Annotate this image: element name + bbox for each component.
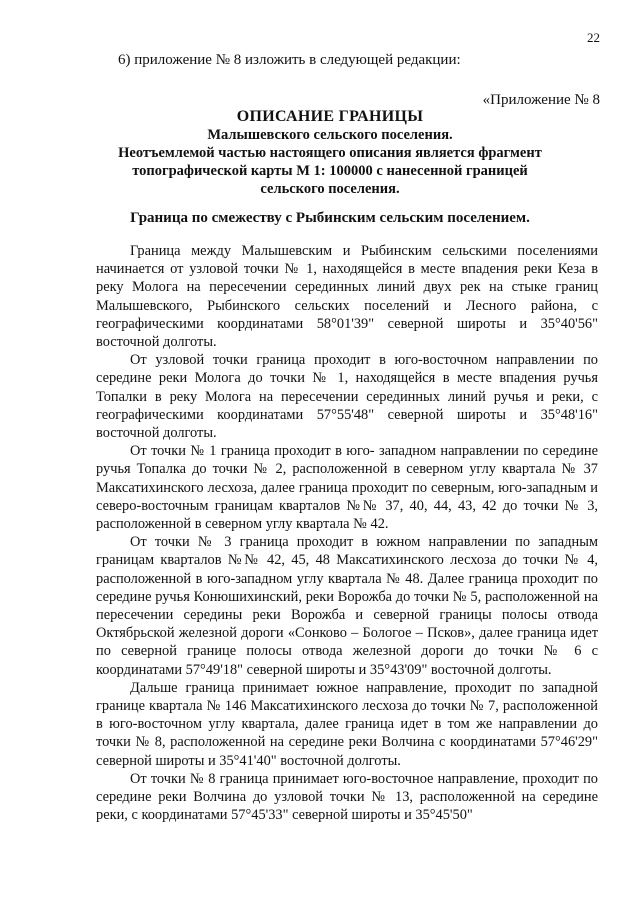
heading-line-2: Малышевского сельского поселения. <box>207 127 453 143</box>
paragraph-1: Граница между Малышевским и Рыбинским сельскими поселениями начинается от узловой точки № 1, находящейся в месте впадения реки Кеза в реку Молога на пересечении серединных линий двух рек на стыке границ Малышевского, Рыбинского сельских поселений и Лесного района, с географическими координатами 58°01'39" северной широты и 35°40'56" восточной долготы. <box>96 243 598 351</box>
heading-title: ОПИСАНИЕ ГРАНИЦЫ <box>236 108 424 125</box>
heading-line-3: Неотъемлемой частью настоящего описания является фрагмент <box>118 145 542 161</box>
heading-line-4: топографической карты М 1: 100000 с нанесенной границей <box>132 163 528 179</box>
paragraph-6: От точки № 8 граница принимает юго-восточное направление, проходит по середине реки Волчина до узловой точки № 13, расположенной на середине реки, с координатами 57°45'33" северной широты и 35°45'50" <box>96 770 598 824</box>
paragraph-4: От точки № 3 граница проходит в южном направлении по западным границам кварталов №№ 42, 45, 48 Максатихинского лесхоза до точки № 4, расположенной в юго-западном углу квартала № 48. Далее граница проходит по середине ручья Конюшихинский, реки Ворожба до точки № 5, расположенной на пересечении середины реки Ворожба и северной границы полосы отвода Октябрьской железной дороги «Сонково – Бологое – Псков», далее граница идет по северной границе полосы отвода железной дороги до точки № 6 с координатами 57°49'18" северной широты и 35°43'09" восточной долготы. <box>96 534 598 678</box>
page-number: 22 <box>587 30 600 45</box>
body-text <box>96 242 598 825</box>
section-subtitle: Граница по смежеству с Рыбинским сельским поселением. <box>130 210 530 226</box>
paragraph-3: От точки № 1 граница проходит в юго- западном направлении по середине ручья Топалка до точки № 2, расположенной в северном углу квартала № 37 Максатихинского лесхоза, далее граница проходит по северным, юго-западным и северо-восточным границам кварталов №№ 37, 40, 44, 43, 42 до точки № 3, расположенной в северном углу квартала № 42. <box>96 443 598 533</box>
heading-line-5: сельского поселения. <box>260 181 400 197</box>
paragraph-5: Дальше граница принимает южное направление, проходит по западной границе квартала № 146 Максатихинского лесхоза до точки № 7, расположенной в юго-восточном углу квартала, далее граница идет в том же направлении до точки № 8, расположенной на середине реки Волчина с координатами 57°46'29" северной широты и 35°41'40" восточной долготы. <box>96 679 598 769</box>
paragraph-2: От узловой точки граница проходит в юго-восточном направлении по середине реки Молога до точки № 1, находящейся в месте впадения ручья Топалки в реку Молога на пересечении серединных линий ручья и реки, с географическими координатами 57°55'48" северной широты и 35°48'16" восточной долготы. <box>96 352 598 442</box>
intro-line: 6) приложение № 8 изложить в следующей редакции: <box>118 52 461 68</box>
appendix-label: «Приложение № 8 <box>482 92 600 108</box>
document-heading <box>80 108 580 198</box>
